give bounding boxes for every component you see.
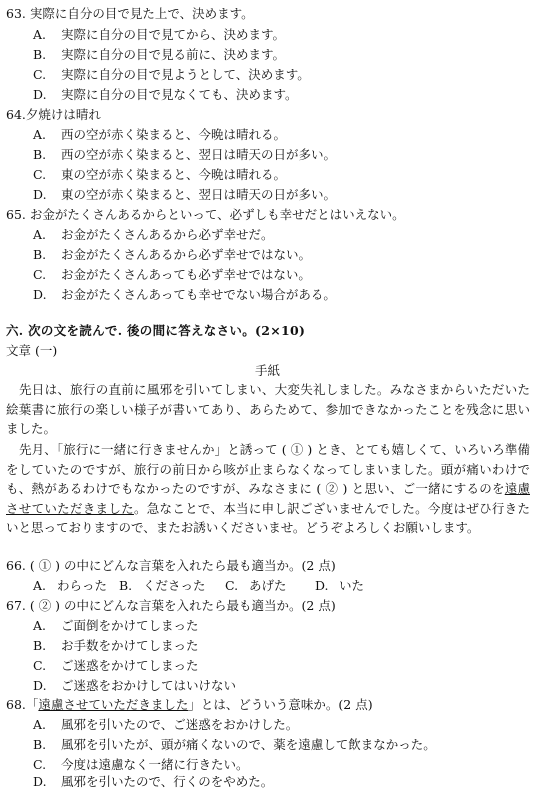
option-key: C. <box>224 578 239 593</box>
section-heading: 六. 次の文を読んで. 後の間に答えなさい。(2×10) <box>6 323 306 338</box>
option-key: D. <box>33 187 47 202</box>
paragraph-text: 。急なことで、本当に申し訳ございませんでした。今度はぜひ行きたいと思っておりますので、またお誘いくださいませ。どうぞよろしくお願いします。 <box>6 500 530 536</box>
option-text: 風邪を引いたので、ご迷惑をおかけした。 <box>61 717 299 732</box>
question-63-option-b <box>33 46 285 64</box>
question-68-option-d <box>33 773 273 791</box>
option-key: C. <box>33 167 47 182</box>
option-text: 実際に自分の目で見ようとして、決めます。 <box>61 67 310 82</box>
question-65-option-a <box>33 226 274 244</box>
option-key: D. <box>33 678 47 693</box>
option-key: B. <box>33 737 47 752</box>
option-text: あげた <box>248 578 287 593</box>
question-63-option-c <box>33 66 310 84</box>
option-text: わらった <box>57 578 108 593</box>
option-key: C. <box>33 67 47 82</box>
option-text: 西の空が赤く染まると、翌日は晴天の日が多い。 <box>61 147 337 162</box>
option-text: くださった <box>142 578 206 593</box>
option-key: D. <box>33 774 47 789</box>
question-63-option-a <box>33 26 285 44</box>
question-65-option-c <box>33 266 311 284</box>
question-65-option-d <box>33 286 336 304</box>
stem-text: 68.「 <box>6 697 39 712</box>
option-key: B. <box>33 247 47 262</box>
option-key: B. <box>118 578 133 593</box>
option-key: D. <box>33 87 47 102</box>
option-key: A. <box>33 618 47 633</box>
option-text: 風邪を引いたが、頭が痛くないので、薬を遠慮して飲まなかった。 <box>61 737 436 752</box>
option-text: ご面倒をかけてしまった <box>61 618 199 633</box>
question-68-option-a <box>33 716 298 734</box>
stem-text: 」とは、どういう意味か。(2 点) <box>188 697 373 712</box>
option-text: お金がたくさんあるから必ず幸せではない。 <box>61 247 312 262</box>
question-65-option-b <box>33 246 311 264</box>
option-key: A. <box>33 717 47 732</box>
passage-subheading: 文章 (一) <box>6 343 58 358</box>
question-68-option-b <box>33 736 436 754</box>
question-66-stem: 66. ( ① ) の中にどんな言葉を入れたら最も適当か。(2 点) <box>6 558 336 573</box>
option-text: 東の空が赤く染まると、翌日は晴天の日が多い。 <box>61 187 337 202</box>
option-text: ご迷惑をおかけしてはいけない <box>61 678 237 693</box>
option-key: A. <box>33 127 47 142</box>
question-64-stem: 64.夕焼けは晴れ <box>6 107 101 122</box>
question-65-stem: 65. お金がたくさんあるからといって、必ずしも幸せだとはいえない。 <box>6 207 405 222</box>
option-text: 風邪を引いたので、行くのをやめた。 <box>61 774 274 789</box>
option-key: A. <box>33 27 47 42</box>
option-text: お金がたくさんあっても必ず幸せではない。 <box>61 267 311 282</box>
underlined-phrase: 遠慮させていただきました <box>38 697 189 712</box>
option-text: 実際に自分の目で見てから、決めます。 <box>61 27 286 42</box>
option-key: D. <box>314 578 329 593</box>
option-text: お金がたくさんあるから必ず幸せだ。 <box>61 227 274 242</box>
option-key: C. <box>33 757 47 772</box>
question-64-option-b <box>33 146 336 164</box>
question-66-options <box>33 577 364 595</box>
option-text: ご迷惑をかけてしまった <box>61 658 199 673</box>
letter-paragraph-2 <box>6 440 530 538</box>
option-text: 西の空が赤く染まると、今晩は晴れる。 <box>61 127 287 142</box>
question-64-option-c <box>33 166 286 184</box>
option-text: 東の空が赤く染まると、今晩は晴れる。 <box>61 167 287 182</box>
option-text: お金がたくさんあっても幸せでない場合がある。 <box>61 287 336 302</box>
letter-title: 手紙 <box>254 363 280 378</box>
option-key: C. <box>33 267 47 282</box>
option-text: いた <box>338 578 364 593</box>
question-68-stem <box>6 696 373 714</box>
option-key: B. <box>33 147 47 162</box>
option-key: D. <box>33 287 47 302</box>
letter-paragraph-1: 先日は、旅行の直前に風邪を引いてしまい、大変失礼しました。みなさまからいただいた絵葉書に旅行の楽しい様子が書いてあり、あらためて、参加できなかったことを残念に思いました。 <box>6 382 530 437</box>
option-text: お手数をかけてしまった <box>61 638 199 653</box>
option-key: B. <box>33 638 47 653</box>
option-key: C. <box>33 658 47 673</box>
question-67-option-c <box>33 657 199 675</box>
question-63-option-d <box>33 86 298 104</box>
question-63-stem: 63. 実際に自分の目で見た上で、決めます。 <box>6 6 254 21</box>
question-64-option-d <box>33 186 336 204</box>
question-67-stem: 67. ( ② ) の中にどんな言葉を入れたら最も適当か。(2 点) <box>6 598 336 613</box>
question-67-option-b <box>33 637 199 655</box>
paragraph-text: 先月、「旅行に一緒に行きませんか」と誘って ( ① ) とき、とても嬉しくて、いろいろ準備をしていたのですが、旅行の前日から咳が止まらなくなってしまいました。頭が痛いわけでも、熱があるわけでもなかったのですが、みなさまに ( ② ) と思い、ご一緒にするのを <box>6 442 530 497</box>
option-text: 実際に自分の目で見なくても、決めます。 <box>61 87 298 102</box>
question-67-option-a <box>33 617 199 635</box>
question-64-option-a <box>33 126 286 144</box>
question-68-option-c <box>33 756 249 774</box>
option-text: 今度は遠慮なく一緒に行きたい。 <box>61 757 249 772</box>
option-key: B. <box>33 47 47 62</box>
option-text: 実際に自分の目で見る前に、決めます。 <box>61 47 286 62</box>
option-key: A. <box>33 227 47 242</box>
question-67-option-d <box>33 677 236 695</box>
option-key: A. <box>33 578 47 593</box>
underlined-phrase: 遠慮させていただきました <box>6 481 530 516</box>
